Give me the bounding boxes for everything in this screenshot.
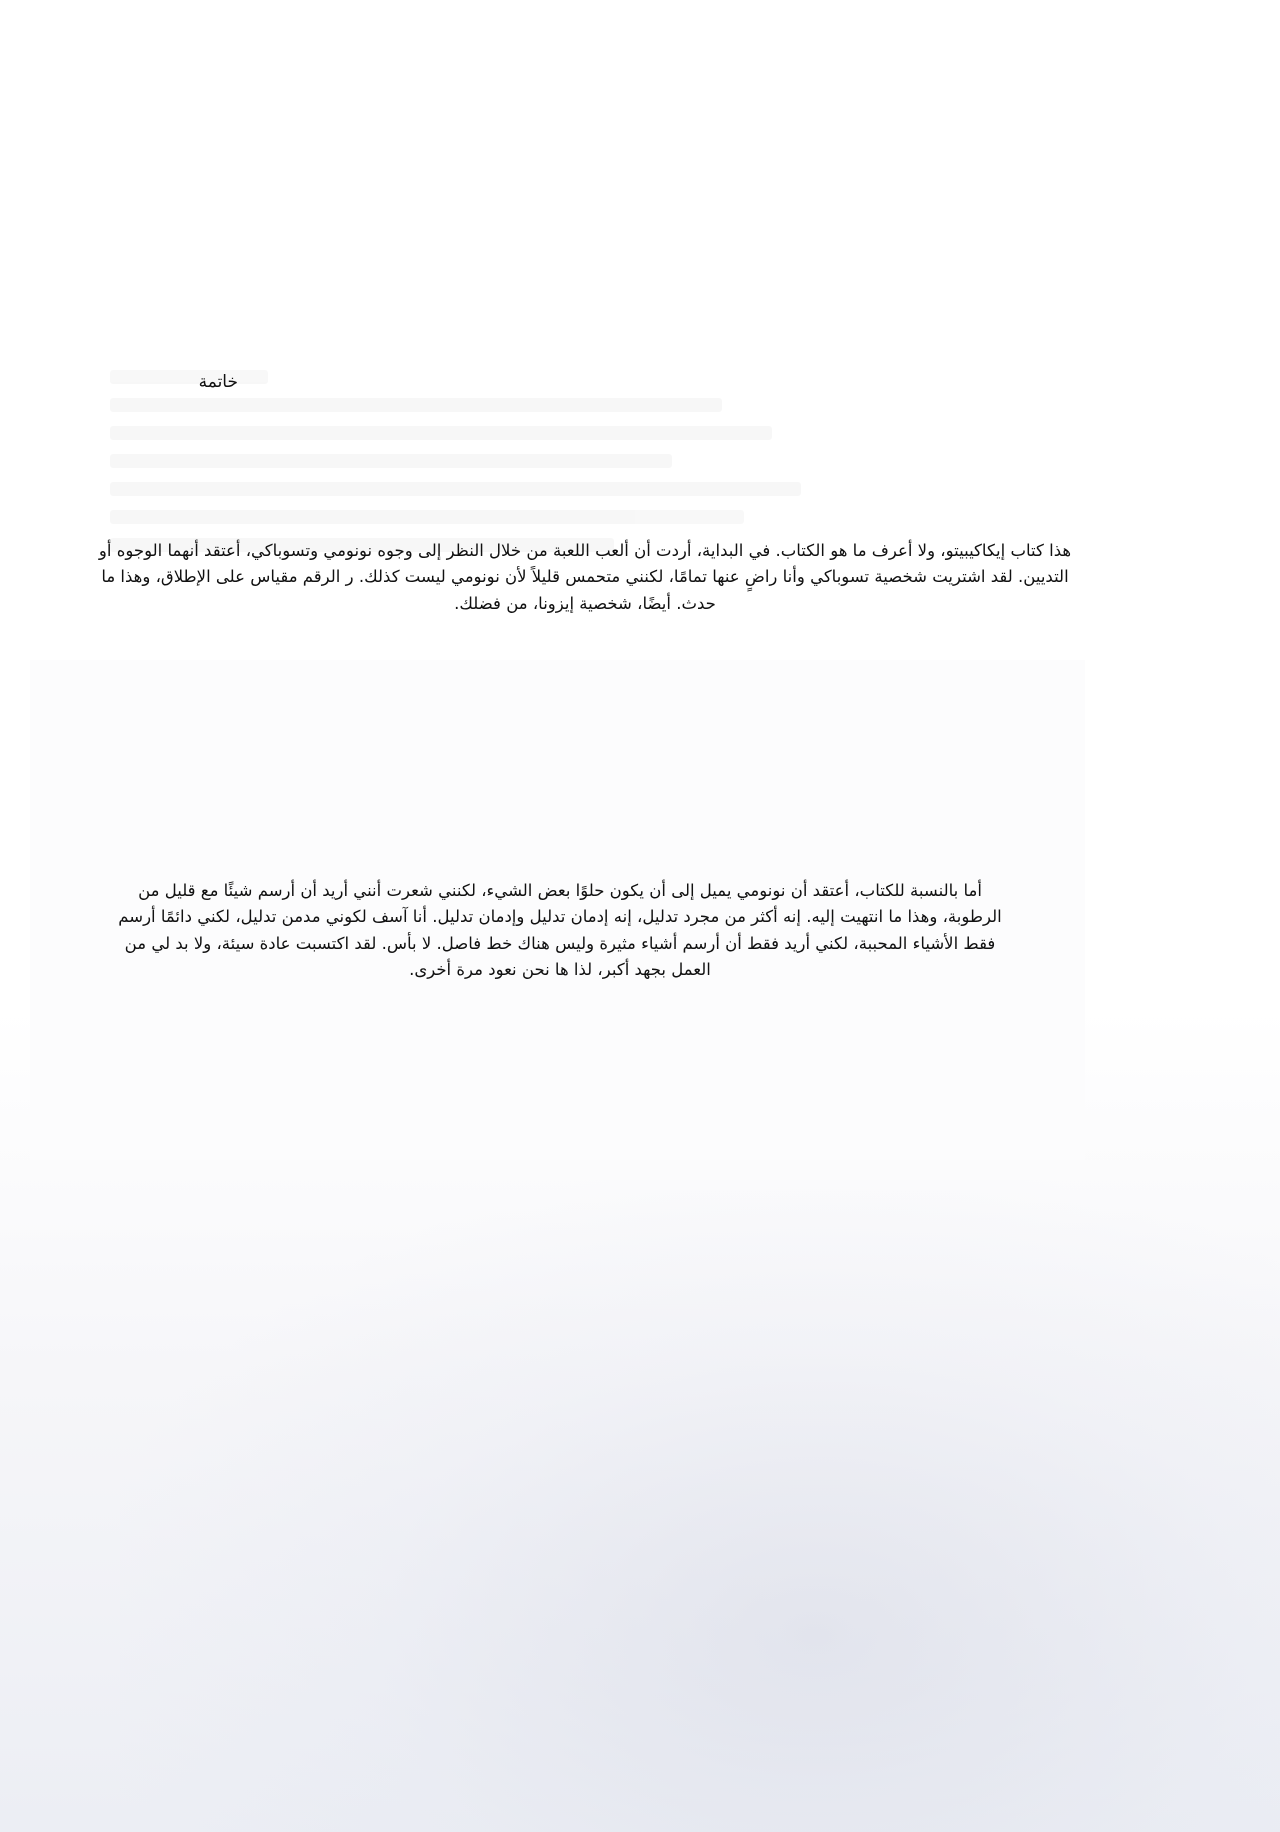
page-heading: خاتمة	[198, 372, 238, 392]
paragraph-1: هذا كتاب إيكاكيبيتو، ولا أعرف ما هو الكتاب. في البداية، أردت أن ألعب اللعبة من خلال النظر إلى وجوه نونومي وتسوباكي، أعتقد أنهما الوجوه أو التديين. لقد اشتريت شخصية تسوباكي وأنا راضٍ عنها تمامًا، لكنني متحمس قليلاً لأن نونومي ليست كذلك. ر الرقم مقياس على الإطلاق، وهذا ما حدث. أيضًا، شخصية إيزونا، من فضلك.	[98, 540, 1072, 613]
page-shadow	[120, 1180, 1280, 1832]
paragraph-2: أما بالنسبة للكتاب، أعتقد أن نونومي يميل إلى أن يكون حلوًا بعض الشيء، لكنني شعرت أنني أريد أن أرسم شيئًا مع قليل من الرطوبة، وهذا ما انتهيت إليه. إنه أكثر من مجرد تدليل، إنه إدمان تدليل وإدمان تدليل. أنا آسف لكوني مدمن تدليل، لكني دائمًا أرسم فقط الأشياء المحببة، لكني أريد فقط أن أرسم أشياء مثيرة وليس هناك خط فاصل. لا بأس. لقد اكتسبت عادة سيئة، ولا بد لي من العمل بجهد أكبر، لذا ها نحن نعود مرة أخرى.	[118, 880, 1002, 979]
